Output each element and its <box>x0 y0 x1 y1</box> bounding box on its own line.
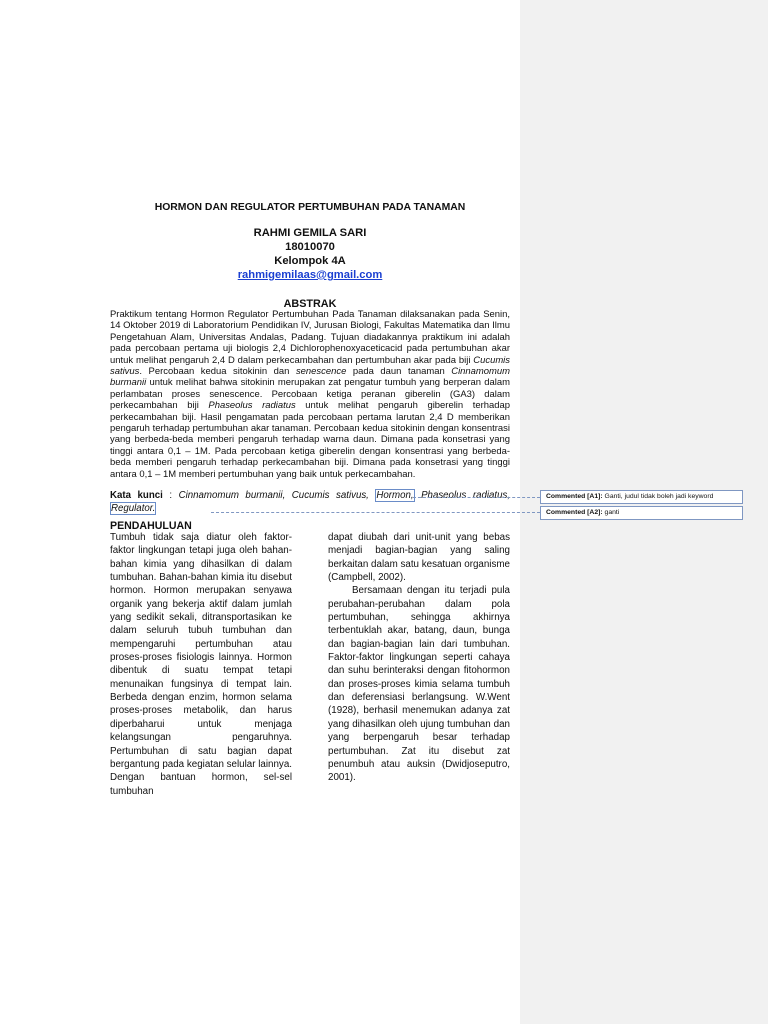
keyword-hormon-highlight[interactable]: Hormon, <box>376 490 414 501</box>
intro-paragraph-1: Tumbuh tidak saja diatur oleh faktor-faktor lingkungan tetapi juga oleh bahan-bahan kimia yang dihasilkan di dalam tumbuhan. Bahan-bahan kimia itu disebut hormon. Hormon merupakan senyawa organik yang bekerja aktif dalam jumlah yang sedikit sekali, ditransportasikan ke dalam seluruh tubuh tumbuhan dan mempengaruhi pertumbuhan atau proses-proses fisiologis lainnya. Hormon dibentuk di suatu tempat tetapi menunaikan fungsinya di tempat lain. Berbeda dengan enzim, hormon selama proses-proses metabolik, dan harus diperbaharui untuk menjaga kelangsungan pengaruhnya. Pertumbuhan di satu bagian dapat bergantung pada kegiatan selular lainnya. Dengan bantuan hormon, sel-sel tumbuhan <box>110 532 292 797</box>
keywords-label: Kata kunci <box>110 490 163 501</box>
comment-connector-1 <box>413 497 540 498</box>
abstract-text: Praktikum tentang Hormon Regulator Pertumbuhan Pada Tanaman dilaksanakan pada Senin, 14 Oktober 2019 di Laboratorium Pendidikan IV, Jurusan Biologi, Fakultas Matematika dan Ilmu Pengetahuan Alam, Universitas Andalas, Padang. Tujuan diadakannya praktikum ini adalah pada percobaan pertama uji biologis 2,4 Dichlorophenoxyaceticacid pada pertumbuhan akar untuk melihat pengaruh 2,4 D dalam perkecambahan dan pertumbuhan akar pada biji Cucumis sativus. Percobaan kedua sitokinin dan senescence pada daun tanaman Cinnamomum burmanii untuk melihat bahwa sitokinin merupakan zat pengatur tumbuh yang berperan dalam perlambatan proses senescence. Percobaan ketiga peranan giberelin (GA3) dalam perkecambahan biji Phaseolus radiatus untuk melihat pengaruh giberelin terhadap perkecambahan biji. Hasil pengamatan pada percobaan pertama larutan 2,4 D memberikan pengaruh terhadap pertumbuhan akar tanaman. Percobaan kedua sitokinin dengan konsentrasi yang berbeda-beda memberi pengaruh terhadap warna daun. Dimana pada konsetrasi yang tinggi antara 0,1 – 1M. Pada percobaan ketiga giberelin dengan konsentrasi yang berbeda-beda memberi pengaruh terhadap perkecambahan biji. Dimana pada konsetrasi yang tinggi antara 0,1 – 1M memberi pertumbuhan yang baik untuk perkecambahan. <box>110 309 510 480</box>
intro-paragraph-2: Bersamaan dengan itu terjadi pula perubahan-perubahan dalam pola pertumbuhan, sehingga akhirnya terbentuklah akar, batang, daun, bunga dan bagian-bagian lain dari tumbuhan. Faktor-faktor lingkungan seperti cahaya dan suhu berinteraksi dengan fitohormon dan proses-proses kimia selama tumbuh dan deferensiasi berlangsung. W.Went (1928), berhasil menemukan adanya zat yang dihasilkan oleh ujung tumbuhan dan yang berpengaruh besar terhadap pertumbuhan. Zat itu disebut zat penumbuh atau auksin (Dwidjoseputro, 2001). <box>328 585 510 784</box>
student-id: 18010070 <box>285 241 335 253</box>
section-heading-introduction: PENDAHULUAN <box>110 520 192 532</box>
intro-paragraph-1-continued: dapat diubah dari unit-unit yang bebas menjadi bagian-bagian yang saling berkaitan dalam satu kesatuan organisme (Campbell, 2002). <box>328 532 510 584</box>
keywords-line: Kata kunci : Cinnamomum burmanii, Cucumis sativus, Hormon, Phaseolus radiatus, Regulator. <box>110 490 511 514</box>
document-title: HORMON DAN REGULATOR PERTUMBUHAN PADA TANAMAN <box>154 202 466 213</box>
comment-connector-2 <box>211 512 540 513</box>
comment-author-label: Commented [A1]: <box>546 493 603 500</box>
comment-balloon-a2[interactable] <box>540 506 743 520</box>
comment-balloon-a1[interactable] <box>540 490 743 504</box>
intro-left-column <box>110 531 292 798</box>
author-name: RAHMI GEMILA SARI <box>253 227 367 239</box>
abstract-heading: ABSTRAK <box>283 298 337 310</box>
comment-text: ganti <box>602 509 620 516</box>
keyword-regulator-highlight[interactable]: Regulator. <box>111 502 156 514</box>
author-block <box>110 226 510 282</box>
group-name: Kelompok 4A <box>274 255 346 267</box>
email-link[interactable]: rahmigemilaas@gmail.com <box>237 269 383 281</box>
comment-author-label: Commented [A2]: <box>546 509 603 516</box>
intro-right-column <box>328 531 510 785</box>
comment-text: Ganti, judul tidak boleh jadi keyword <box>602 493 714 500</box>
